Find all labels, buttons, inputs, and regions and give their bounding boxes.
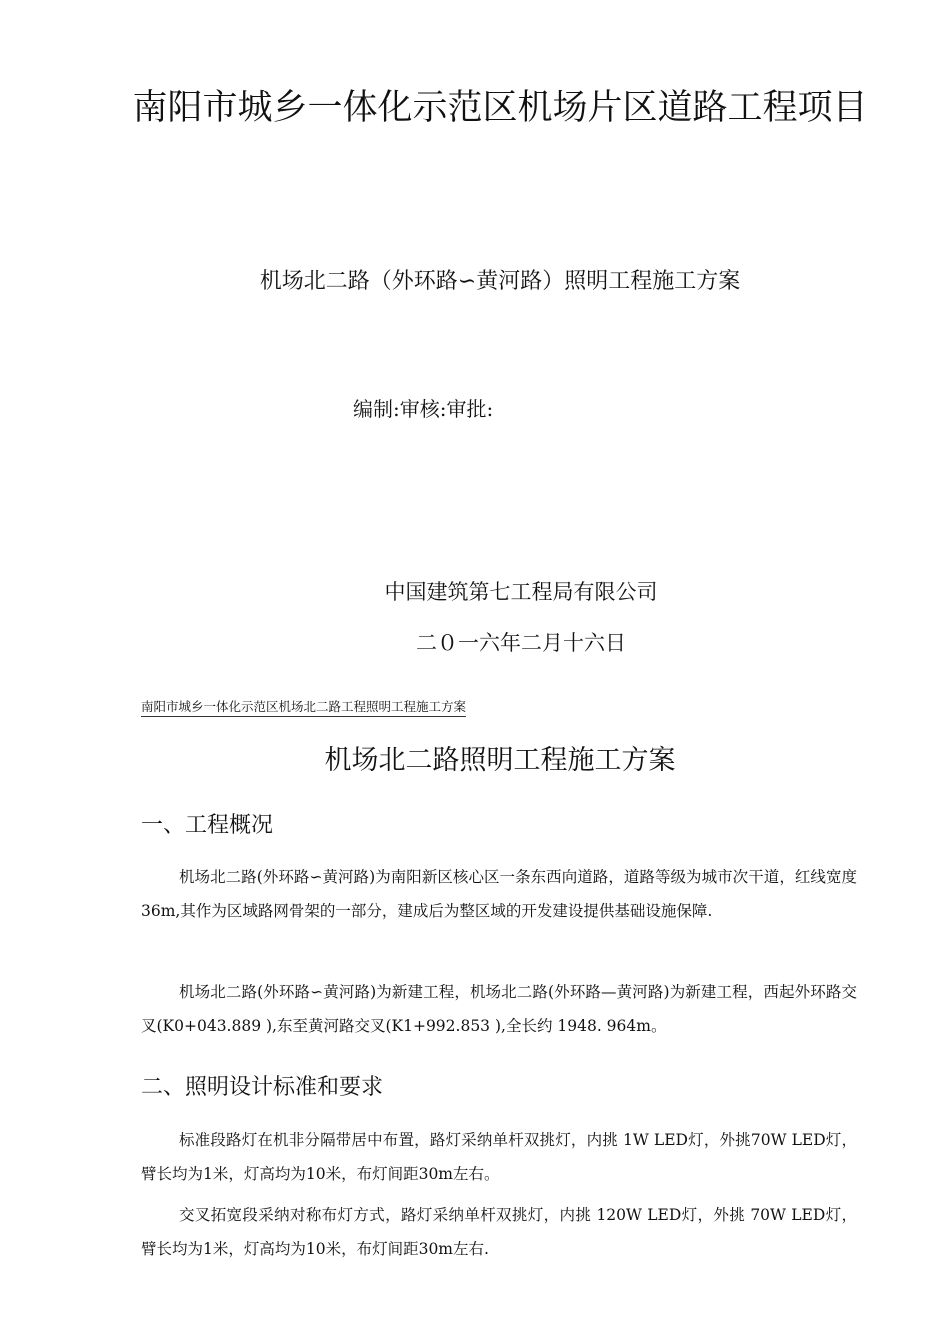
paragraph-overview-1: 机场北二路(外环路∽黄河路)为南阳新区核心区一条东西向道路，道路等级为城市次干道，红线宽度36m,其作为区域路网骨架的一部分，建成后为整区域的开发建设提供基础设施保障.: [141, 868, 857, 920]
section-heading-lighting-standards: 二、照明设计标准和要求: [141, 1075, 384, 1100]
signoff-line: 编制:审核:审批:: [353, 397, 494, 421]
paragraph-lighting-2: 交叉拓宽段采纳对称布灯方式，路灯采纳单杆双挑灯，内挑 120W LED灯，外挑 70W LED灯，臂长均为1米，灯高均为10米，布灯间距30m左右.: [141, 1206, 857, 1258]
paragraph-overview-2: 机场北二路(外环路∽黄河路)为新建工程，机场北二路(外环路—黄河路)为新建工程，西起外环路交叉(K0+043.889 ),东至黄河路交叉(K1+992.853 ),全长约 1948. 964m。: [141, 983, 857, 1035]
paragraph-lighting-1: 标准段路灯在机非分隔带居中布置，路灯采纳单杆双挑灯，内挑 1W LED灯，外挑70W LED灯，臂长均为1米，灯高均为10米，布灯间距30m左右。: [141, 1131, 857, 1183]
cover-subtitle: 机场北二路（外环路∽黄河路）照明工程施工方案: [259, 269, 741, 294]
section-heading-overview: 一、工程概况: [141, 813, 274, 838]
document-title: 机场北二路照明工程施工方案: [324, 745, 676, 776]
cover-date: 二０一六年二月十六日: [416, 631, 626, 655]
company-name: 中国建筑第七工程局有限公司: [384, 580, 658, 604]
running-header: 南阳市城乡一体化示范区机场北二路工程照明工程施工方案: [141, 697, 466, 717]
cover-title: 南阳市城乡一体化示范区机场片区道路工程项目: [132, 88, 868, 128]
